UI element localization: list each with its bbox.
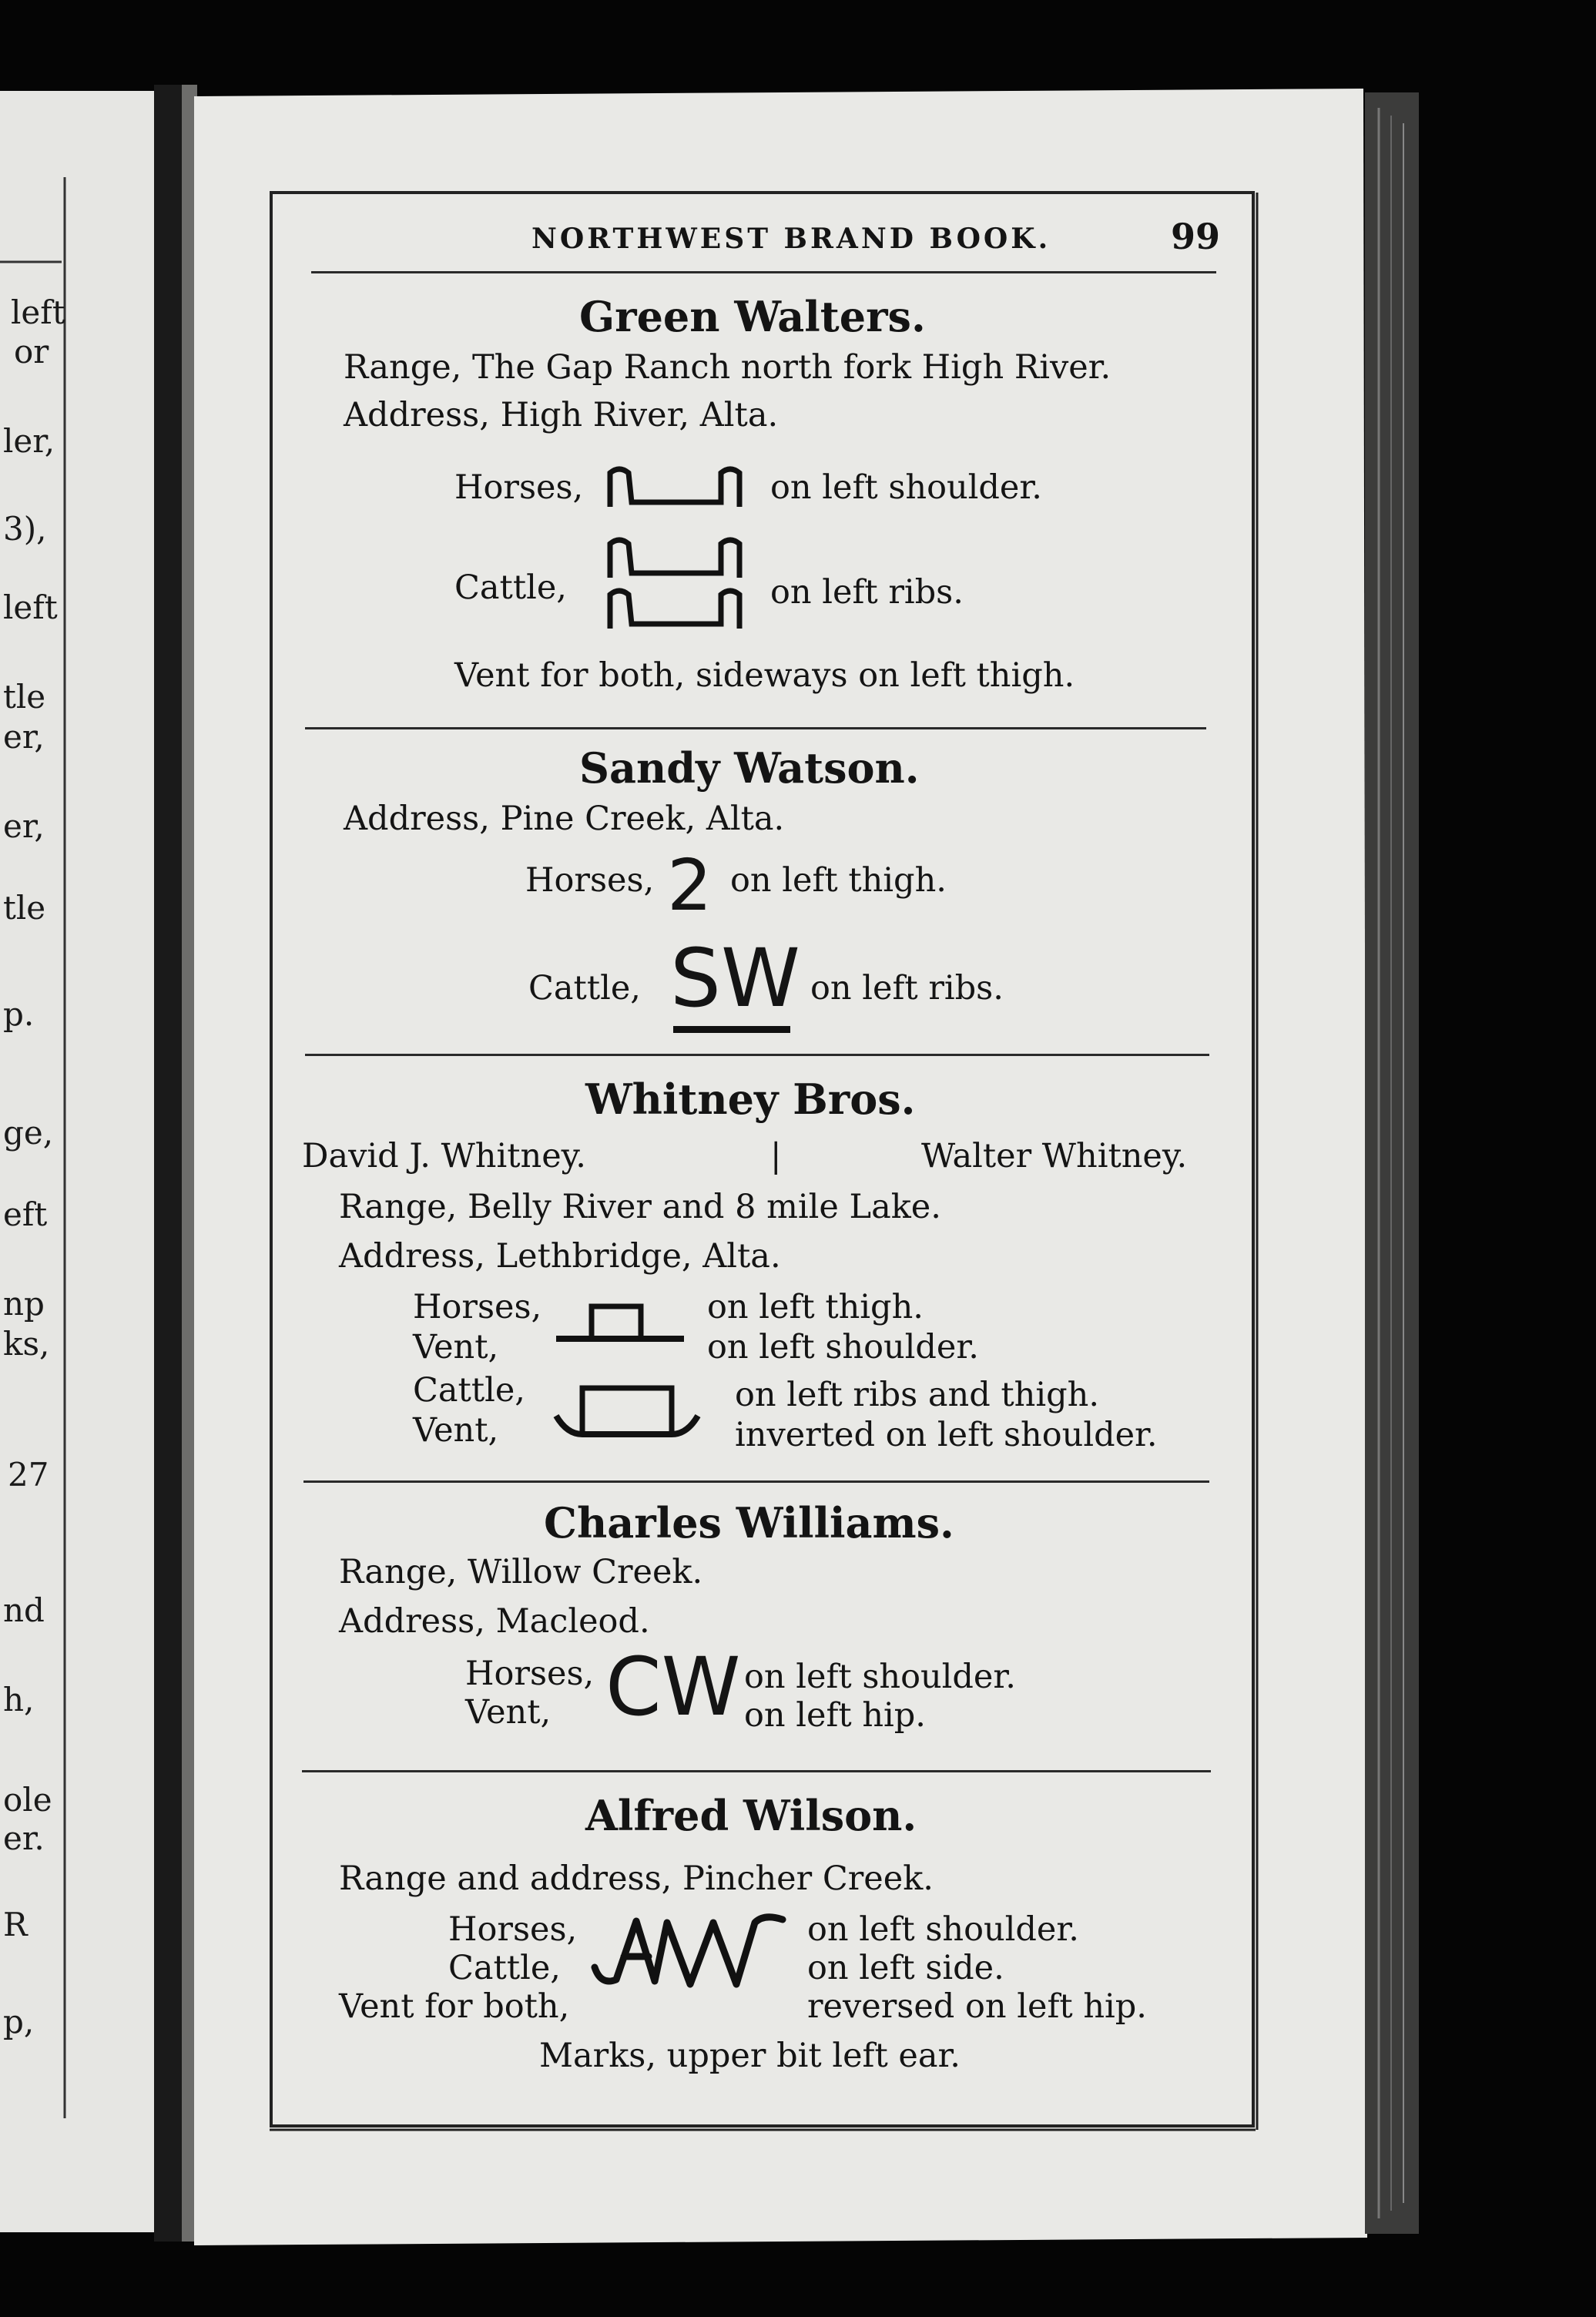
horses-label: Horses,: [525, 861, 655, 900]
cattle-location: on left ribs.: [770, 573, 964, 612]
brand-sw-underbar: [673, 1026, 790, 1033]
cattle-label: Cattle,: [528, 969, 641, 1008]
left-fragment: er,: [3, 718, 45, 756]
left-fragment: p,: [3, 2003, 35, 2040]
entry-range: Range, The Gap Ranch north fork High River.: [344, 348, 1112, 387]
brand-two: 2: [667, 844, 712, 927]
brand-hat-icon: [555, 1299, 686, 1348]
entry-address: Address, High River, Alta.: [344, 396, 779, 434]
left-fragment: np: [3, 1285, 45, 1323]
left-fragment: 3),: [3, 510, 47, 548]
cattle-label: Cattle,: [454, 568, 567, 607]
vent-label: Vent for both,: [339, 1987, 570, 2026]
entry-range: Range, Willow Creek.: [339, 1553, 703, 1591]
vent-location: reversed on left hip.: [807, 1987, 1147, 2026]
brand-aw-script-icon: [590, 1910, 790, 1992]
brand-arch-icon: [605, 462, 744, 510]
partner-right: Walter Whitney.: [921, 1137, 1188, 1175]
horses-location: on left thigh.: [730, 861, 947, 900]
vent-location: inverted on left shoulder.: [735, 1416, 1158, 1454]
brand-rocker-box-icon: [552, 1379, 702, 1445]
entry-divider: [302, 1770, 1211, 1772]
brand-sw: SW: [670, 931, 800, 1025]
brand-arch-icon: [605, 584, 744, 632]
left-fragment: ole: [3, 1781, 52, 1819]
entry-name: Charles Williams.: [544, 1498, 954, 1547]
cattle-label: Cattle,: [448, 1949, 561, 1987]
entry-range: Range, Belly River and 8 mile Lake.: [339, 1188, 941, 1226]
entry-divider: [305, 727, 1206, 729]
horses-location: on left shoulder.: [744, 1658, 1016, 1696]
entry-divider: [305, 1054, 1209, 1056]
vent-label: Vent,: [465, 1693, 552, 1732]
vent-label: Vent,: [413, 1411, 499, 1450]
entry-name: Alfred Wilson.: [585, 1791, 917, 1840]
horses-location: on left shoulder.: [770, 468, 1042, 507]
left-fragment: ler,: [3, 422, 55, 460]
vent-location: on left hip.: [744, 1696, 926, 1735]
left-fragment: left: [11, 293, 65, 331]
page-gutter: [154, 85, 185, 2242]
left-fragment: ge,: [3, 1114, 54, 1152]
left-fragment: er,: [3, 807, 45, 845]
brand-cw: CW: [605, 1640, 741, 1734]
entry-address: Address, Pine Creek, Alta.: [344, 800, 785, 838]
brand-arch-icon: [605, 533, 744, 581]
left-fragment: h,: [3, 1681, 35, 1718]
left-fragment: ks,: [3, 1325, 50, 1363]
entry-marks: Marks, upper bit left ear.: [539, 2037, 961, 2075]
vent-location: on left shoulder.: [707, 1328, 979, 1366]
entry-name: Whitney Bros.: [585, 1075, 916, 1124]
left-fragment: p.: [3, 995, 35, 1033]
left-fragment: left: [3, 588, 58, 626]
left-fragment: tle: [3, 889, 46, 927]
entry-vent: Vent for both, sideways on left thigh.: [454, 656, 1075, 695]
cattle-location: on left ribs.: [810, 969, 1004, 1008]
left-fragment: eft: [3, 1195, 48, 1233]
cattle-label: Cattle,: [413, 1371, 525, 1410]
page-header-title: NORTHWEST BRAND BOOK.: [531, 223, 1051, 255]
page-number: 99: [1171, 216, 1221, 257]
cattle-location: on left side.: [807, 1949, 1004, 1987]
cattle-location: on left ribs and thigh.: [735, 1376, 1100, 1414]
entry-name: Sandy Watson.: [579, 743, 920, 793]
left-fragment: R: [3, 1906, 28, 1943]
horses-location: on left shoulder.: [807, 1910, 1079, 1949]
partner-left: David J. Whitney.: [302, 1137, 586, 1175]
entry-address: Address, Lethbridge, Alta.: [339, 1237, 781, 1276]
left-fragment: 27: [8, 1456, 49, 1494]
partner-separator: |: [770, 1137, 782, 1175]
left-fragment: or: [14, 333, 49, 371]
left-fragment: nd: [3, 1591, 45, 1629]
horses-label: Horses,: [448, 1910, 578, 1949]
left-fragment: tle: [3, 678, 46, 716]
entry-address: Address, Macleod.: [339, 1602, 650, 1641]
left-fragment: er.: [3, 1819, 45, 1857]
horses-label: Horses,: [454, 468, 584, 507]
horses-label: Horses,: [465, 1655, 595, 1693]
horses-label: Horses,: [413, 1288, 542, 1326]
entry-divider: [303, 1480, 1209, 1483]
entry-name: Green Walters.: [579, 292, 926, 341]
header-rule: [311, 271, 1216, 273]
horses-location: on left thigh.: [707, 1288, 924, 1326]
entry-range: Range and address, Pincher Creek.: [339, 1859, 934, 1898]
vent-label: Vent,: [413, 1328, 499, 1366]
